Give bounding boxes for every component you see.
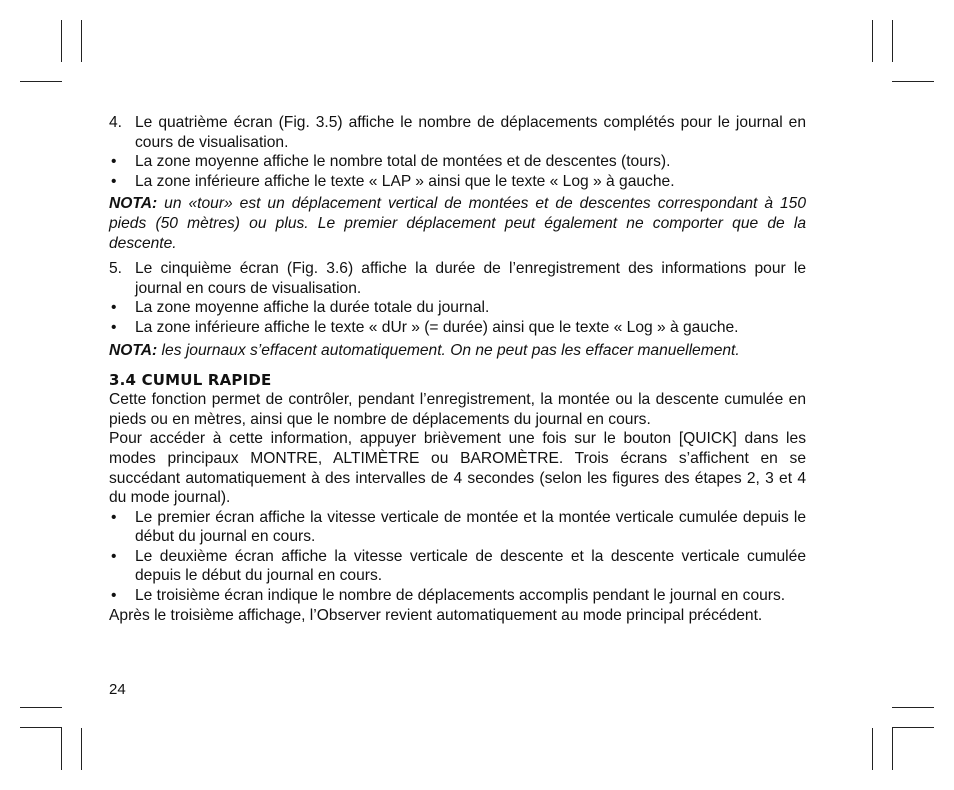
item-text: Le cinquième écran (Fig. 3.6) affiche la durée de l’enregistrement des informations pour le journal en cours de visualisation. xyxy=(135,260,806,297)
crop-mark xyxy=(61,20,62,62)
item-text: Le quatrième écran (Fig. 3.5) affiche le nombre de déplacements complétés pour le journal en cours de visualisation. xyxy=(135,114,806,151)
bullet-text: La zone inférieure affiche le texte « LAP » ainsi que le texte « Log » à gauche. xyxy=(135,172,675,190)
bullet-item xyxy=(109,298,806,318)
bullet-text: La zone inférieure affiche le texte « dUr » (= durée) ainsi que le texte « Log » à gauche. xyxy=(135,318,739,336)
section-heading: 3.4 CUMUL RAPIDE xyxy=(109,371,272,390)
bullet-item xyxy=(109,508,806,547)
section-paragraph: Après le troisième affichage, l’Observer revient automatiquement au mode principal précédent. xyxy=(109,606,763,624)
numbered-item-4 xyxy=(109,113,806,152)
note-label: NOTA: xyxy=(109,195,158,213)
crop-mark xyxy=(81,728,82,770)
note-text: les journaux s’effacent automatiquement. On ne peut pas les effacer manuellement. xyxy=(157,341,740,359)
crop-mark xyxy=(872,728,873,770)
note-1 xyxy=(109,194,806,253)
section-paragraph: Pour accéder à cette information, appuyer brièvement une fois sur le bouton [QUICK] dans les modes principaux MONTRE, ALTIMÈTRE ou BAROMÈTRE. Trois écrans s’affichent en se succédant automatiquement à des intervalles de 4 secondes (selon les figures des étapes 2, 3 et 4 du mode journal). xyxy=(109,430,806,507)
crop-mark xyxy=(20,727,62,728)
bullet-icon: • xyxy=(111,587,117,605)
bullet-text: La zone moyenne affiche la durée totale du journal. xyxy=(135,299,490,317)
crop-mark xyxy=(20,707,62,708)
bullet-icon: • xyxy=(111,547,117,565)
note-2 xyxy=(109,341,806,361)
bullet-text: La zone moyenne affiche le nombre total de montées et de descentes (tours). xyxy=(135,153,671,171)
crop-mark xyxy=(81,20,82,62)
bullet-icon: • xyxy=(111,508,117,526)
crop-mark xyxy=(892,81,934,82)
numbered-item-5 xyxy=(109,259,806,298)
crop-mark xyxy=(61,728,62,770)
bullet-item xyxy=(109,318,806,338)
document-page xyxy=(109,113,806,625)
crop-mark xyxy=(872,20,873,62)
crop-mark xyxy=(892,728,893,770)
item-number: 5. xyxy=(109,260,123,278)
crop-mark xyxy=(892,707,934,708)
bullet-icon: • xyxy=(111,172,117,190)
item-number: 4. xyxy=(109,114,123,131)
page-number: 24 xyxy=(109,681,126,698)
crop-mark xyxy=(20,81,62,82)
bullet-icon: • xyxy=(111,153,117,171)
note-text: un «tour» est un déplacement vertical de montées et de descentes correspondant à 150 pieds (50 mètres) ou plus. Le premier déplacement peut également ne comporter que de la descente. xyxy=(109,195,806,252)
bullet-icon: • xyxy=(111,299,117,317)
bullet-item xyxy=(109,172,806,192)
bullet-item xyxy=(109,547,806,586)
bullet-icon: • xyxy=(111,318,117,336)
crop-mark xyxy=(892,727,934,728)
bullet-text: Le troisième écran indique le nombre de déplacements accomplis pendant le journal en cours. xyxy=(135,587,786,605)
section-paragraph: Cette fonction permet de contrôler, pendant l’enregistrement, la montée ou la descente cumulée en pieds ou en mètres, ainsi que le nombre de déplacements du journal en cours. xyxy=(109,391,806,428)
bullet-item xyxy=(109,586,806,606)
note-label: NOTA: xyxy=(109,341,158,359)
crop-mark xyxy=(892,20,893,62)
bullet-text: Le deuxième écran affiche la vitesse verticale de descente et la descente verticale cumulée depuis le début du journal en cours. xyxy=(135,547,806,585)
bullet-text: Le premier écran affiche la vitesse verticale de montée et la montée verticale cumulée depuis le début du journal en cours. xyxy=(135,508,806,546)
bullet-item xyxy=(109,152,806,172)
